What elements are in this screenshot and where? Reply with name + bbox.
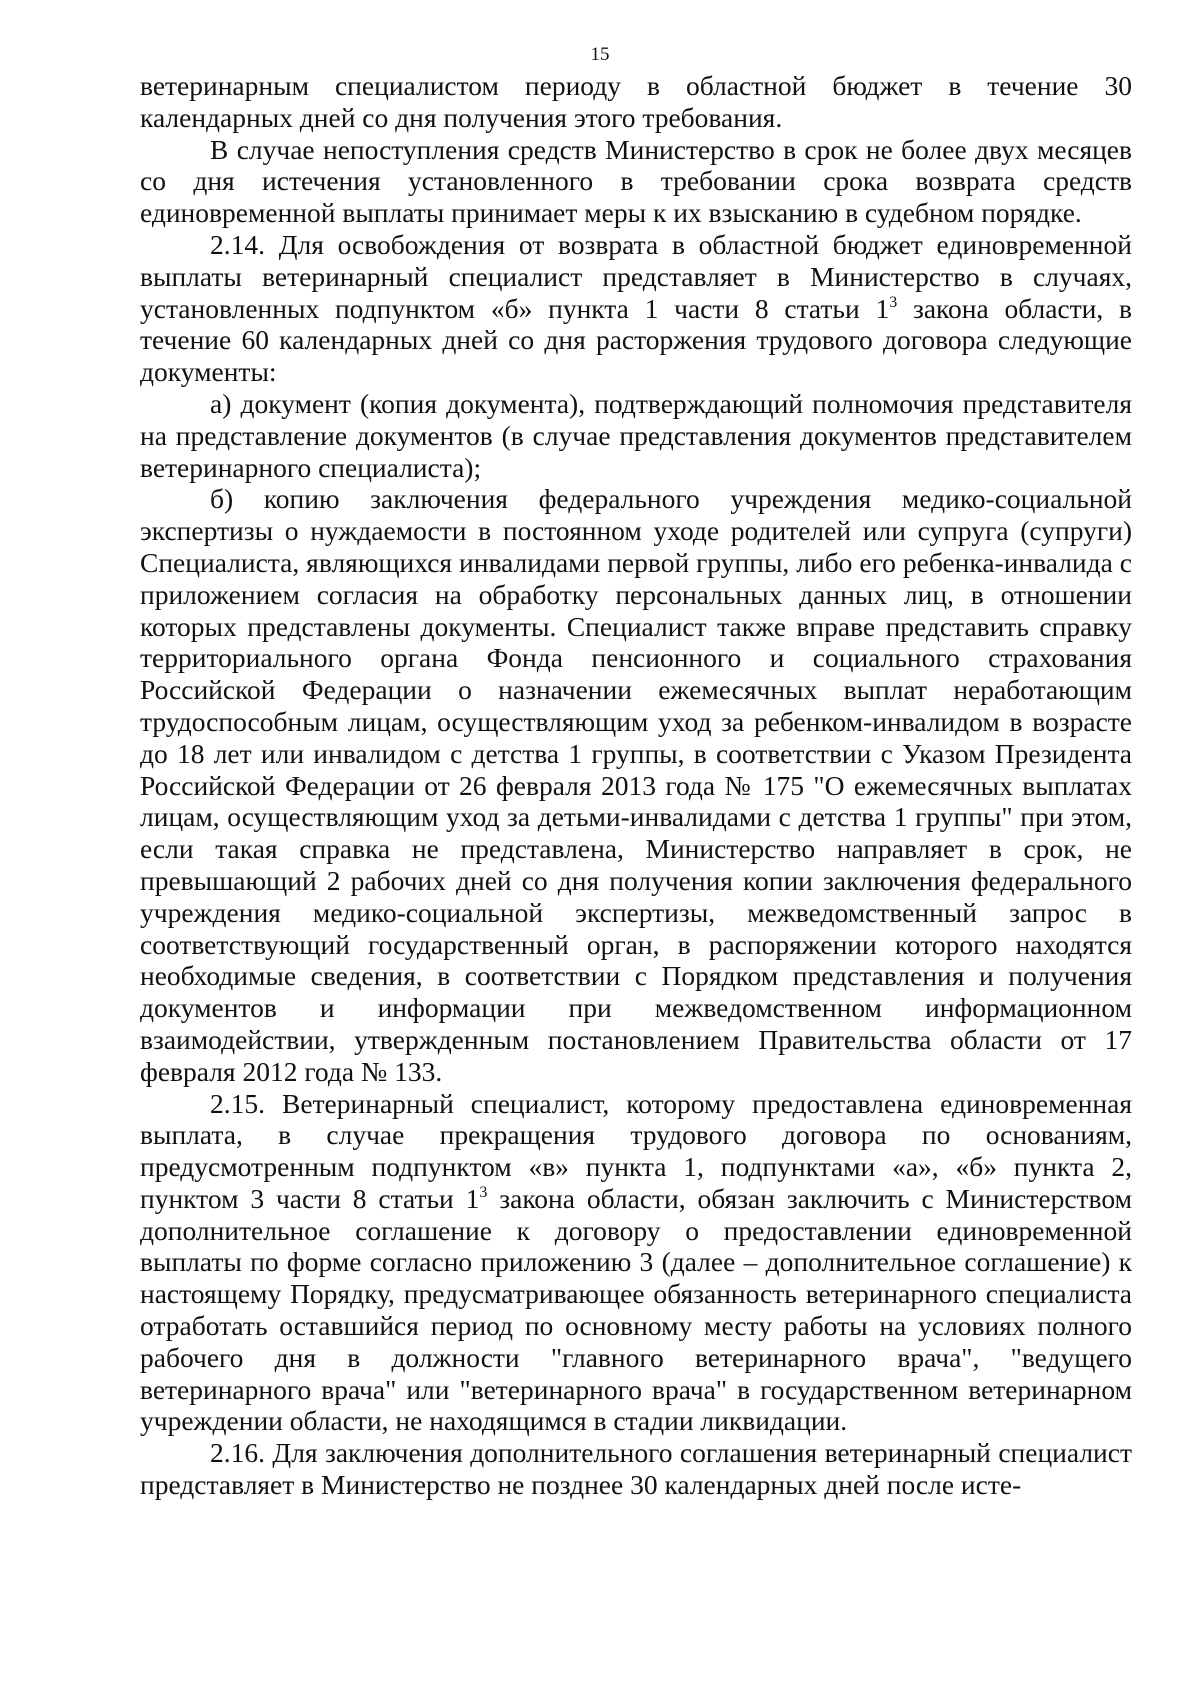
paragraph-text: 2.14. Для освобождения от возврата в областной бюджет единовременной выплаты ветеринарный специалист представляет в Министерство в случаях, установленных подпунктом «б» пункта 1 части 8 статьи 1 (140, 228, 1132, 324)
paragraph-item-b (140, 483, 1132, 1087)
paragraph-item-a (140, 388, 1132, 483)
document-body (140, 70, 1132, 1501)
paragraph-text: ветеринарным специалистом периоду в областной бюджет в течение 30 календарных дней со дня получения этого требования. (140, 70, 1132, 133)
superscript: 3 (479, 1183, 488, 1201)
paragraph-text: б) копию заключения федерального учреждения медико-социальной экспертизы о нуждаемости в постоянном уходе родителей или супруга (супруги) Специалиста, являющихся инвалидами первой группы, либо его ребенка-инвалида с приложением согласия на обработку персональных данных лиц, в отношении которых представлены документы. Специалист также вправе представить справку территориального органа Фонда пенсионного и социального страхования Российской Федерации о назначении ежемесячных выплат неработающим трудоспособным лицам, осуществляющим уход за ребенком-инвалидом в возрасте до 18 лет или инвалидом с детства 1 группы, в соответствии с Указом Президента Российской Федерации от 26 февраля 2013 года № 175 "О ежемесячных выплатах лицам, осуществляющим уход за детьми-инвалидами с детства 1 группы" при этом, если такая справка не представлена, Министерство направляет в срок, не превышающий 2 рабочих дней со дня получения копии заключения федерального учреждения медико-социальной экспертизы, межведомственный запрос в соответствующий государственный орган, в распоряжении которого находятся необходимые сведения, в соответствии с Порядком представления и получения документов и информации при межведомственном информационном взаимодействии, утвержденным постановлением Правительства области от 17 февраля 2012 года № 133. (140, 483, 1132, 1087)
paragraph-text: закона области, обязан заключить с Министерством дополнительное соглашение к договору о предоставлении единовременной выплаты по форме согласно приложению 3 (далее – дополнительное соглашение) к настоящему Порядку, предусматривающее обязанность ветеринарного специалиста отработать оставшийся период по основному месту работы на условиях полного рабочего дня в должности "главного ветеринарного врача", "ведущего ветеринарного врача" или "ветеринарного врача" в государственном ветеринарном учреждении области, не находящимся в стадии ликвидации. (140, 1182, 1132, 1437)
paragraph-text: закона области, в течение 60 календарных дней со дня расторжения трудового договора следующие документы: (140, 292, 1132, 388)
paragraph-text: а) документ (копия документа), подтверждающий полномочия представителя на представление документов (в случае представления документов представителем ветеринарного специалиста); (140, 387, 1132, 483)
paragraph-2-14 (140, 229, 1132, 388)
paragraph-text: В случае непоступления средств Министерство в срок не более двух месяцев со дня истечения установленного в требовании срока возврата средств единовременной выплаты принимает меры к их взысканию в судебном порядке. (140, 133, 1132, 229)
paragraph-2-16 (140, 1437, 1132, 1501)
paragraph-text: 2.15. Ветеринарный специалист, которому предоставлена единовременная выплата, в случае прекращения трудового договора по основаниям, предусмотренным подпунктом «в» пункта 1, подпунктами «а», «б» пункта 2, пунктом 3 части 8 статьи 1 (140, 1087, 1132, 1214)
paragraph-2-15 (140, 1088, 1132, 1438)
page-number: 15 (590, 44, 610, 65)
paragraph-nonreceipt (140, 134, 1132, 229)
superscript: 3 (889, 293, 898, 311)
paragraph-text: 2.16. Для заключения дополнительного соглашения ветеринарный специалист представляет в Министерство не позднее 30 календарных дней после исте- (140, 1437, 1132, 1501)
paragraph-continuation (140, 70, 1132, 134)
